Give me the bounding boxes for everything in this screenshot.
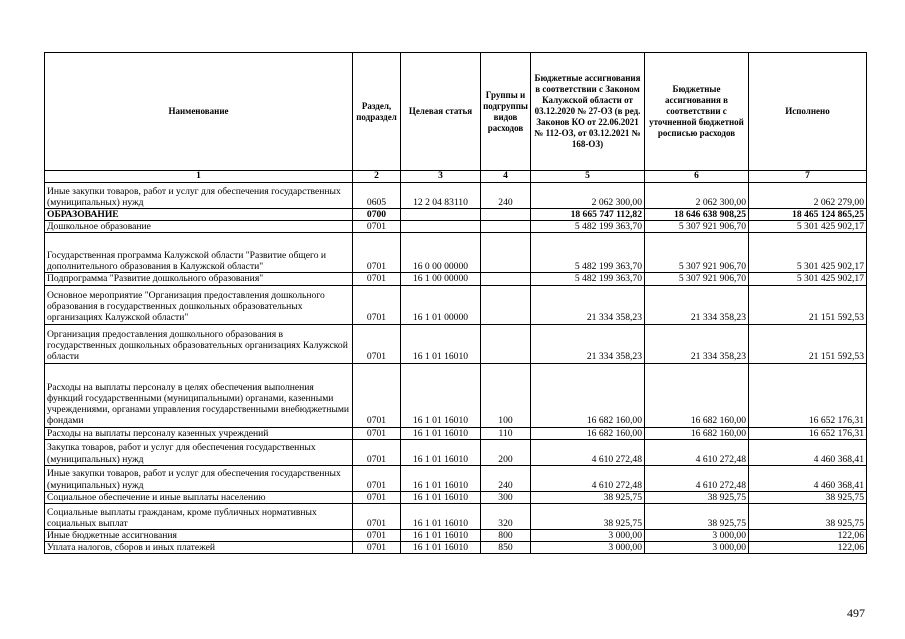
table-row: [45, 221, 867, 233]
cell-law-allocation: 3 000,00: [531, 542, 645, 554]
cell-name: Иные бюджетные ассигнования: [45, 530, 353, 542]
cell-refined-allocation: 5 307 921 906,70: [645, 221, 749, 233]
cell-group: [481, 221, 531, 233]
cell-group: 850: [481, 542, 531, 554]
cell-section: 0701: [353, 285, 401, 324]
cell-name: Расходы на выплаты персоналу казенных учреждений: [45, 427, 353, 439]
header-article: Целевая статья: [401, 53, 481, 171]
cell-name: Иные закупки товаров, работ и услуг для обеспечения государственных (муниципальных) нужд: [45, 465, 353, 491]
cell-executed: 2 062 279,00: [749, 183, 867, 209]
cell-group: 200: [481, 439, 531, 465]
cell-refined-allocation: 4 610 272,48: [645, 465, 749, 491]
cell-executed: 4 460 368,41: [749, 439, 867, 465]
column-number: 5: [531, 171, 645, 183]
cell-group: 800: [481, 530, 531, 542]
cell-group: 300: [481, 491, 531, 503]
table-row: [45, 465, 867, 491]
cell-name: Расходы на выплаты персоналу в целях обеспечения выполнения функций государственными (муниципальными) органами, казенными учреждениями, органами управления государственными внебюджетными фондами: [45, 363, 353, 427]
cell-refined-allocation: 21 334 358,23: [645, 285, 749, 324]
cell-executed: 122,06: [749, 542, 867, 554]
table-row: [45, 363, 867, 427]
cell-section: 0701: [353, 439, 401, 465]
cell-law-allocation: 21 334 358,23: [531, 285, 645, 324]
cell-group: 240: [481, 465, 531, 491]
cell-refined-allocation: 16 682 160,00: [645, 363, 749, 427]
cell-article: 16 1 01 16010: [401, 530, 481, 542]
table-row: [45, 209, 867, 221]
cell-refined-allocation: 5 307 921 906,70: [645, 273, 749, 285]
cell-executed: 18 465 124 865,25: [749, 209, 867, 221]
table-row: [45, 439, 867, 465]
cell-refined-allocation: 18 646 638 908,25: [645, 209, 749, 221]
cell-article: 16 1 01 16010: [401, 427, 481, 439]
column-number: 7: [749, 171, 867, 183]
cell-article: 16 1 01 16010: [401, 542, 481, 554]
table-header-row: [45, 53, 867, 171]
cell-executed: 122,06: [749, 530, 867, 542]
header-name: Наименование: [45, 53, 353, 171]
table-row: [45, 542, 867, 554]
cell-name: Социальные выплаты гражданам, кроме публичных нормативных социальных выплат: [45, 504, 353, 530]
column-number: 2: [353, 171, 401, 183]
header-refined-allocations: Бюджетные ассигнования в соответствии с уточненной бюджетной росписью расходов: [645, 53, 749, 171]
cell-group: [481, 324, 531, 363]
cell-executed: 4 460 368,41: [749, 465, 867, 491]
cell-law-allocation: 4 610 272,48: [531, 465, 645, 491]
page-number: 497: [847, 606, 865, 620]
cell-name: Основное мероприятие "Организация предоставления дошкольного образования в государственных дошкольных образовательных организациях Калужской области": [45, 285, 353, 324]
cell-section: 0701: [353, 465, 401, 491]
cell-refined-allocation: 21 334 358,23: [645, 324, 749, 363]
table-row: [45, 285, 867, 324]
cell-group: [481, 209, 531, 221]
cell-section: 0701: [353, 221, 401, 233]
cell-article: 16 1 01 16010: [401, 324, 481, 363]
cell-law-allocation: 21 334 358,23: [531, 324, 645, 363]
cell-group: 110: [481, 427, 531, 439]
cell-law-allocation: 5 482 199 363,70: [531, 273, 645, 285]
cell-law-allocation: 18 665 747 112,82: [531, 209, 645, 221]
cell-article: 16 1 01 16010: [401, 465, 481, 491]
table-row: [45, 504, 867, 530]
cell-article: 16 0 00 00000: [401, 233, 481, 273]
table-row: [45, 427, 867, 439]
cell-executed: 5 301 425 902,17: [749, 221, 867, 233]
cell-article: 12 2 04 83110: [401, 183, 481, 209]
cell-name: ОБРАЗОВАНИЕ: [45, 209, 353, 221]
cell-name: Закупка товаров, работ и услуг для обеспечения государственных (муниципальных) нужд: [45, 439, 353, 465]
cell-article: 16 1 01 16010: [401, 504, 481, 530]
cell-law-allocation: 5 482 199 363,70: [531, 221, 645, 233]
cell-law-allocation: 2 062 300,00: [531, 183, 645, 209]
cell-section: 0701: [353, 427, 401, 439]
cell-refined-allocation: 2 062 300,00: [645, 183, 749, 209]
cell-refined-allocation: 16 682 160,00: [645, 427, 749, 439]
cell-executed: 38 925,75: [749, 504, 867, 530]
cell-section: 0701: [353, 324, 401, 363]
cell-article: [401, 221, 481, 233]
cell-section: 0700: [353, 209, 401, 221]
budget-table: [44, 52, 867, 554]
cell-section: 0701: [353, 530, 401, 542]
cell-group: [481, 233, 531, 273]
cell-section: 0701: [353, 363, 401, 427]
cell-refined-allocation: 4 610 272,48: [645, 439, 749, 465]
table-row: [45, 491, 867, 503]
table-body: [45, 183, 867, 554]
column-number: 4: [481, 171, 531, 183]
table-row: [45, 183, 867, 209]
cell-executed: 5 301 425 902,17: [749, 273, 867, 285]
cell-law-allocation: 16 682 160,00: [531, 363, 645, 427]
cell-section: 0701: [353, 542, 401, 554]
column-number: 3: [401, 171, 481, 183]
cell-refined-allocation: 3 000,00: [645, 530, 749, 542]
cell-section: 0701: [353, 504, 401, 530]
cell-section: 0701: [353, 491, 401, 503]
cell-section: 0605: [353, 183, 401, 209]
cell-refined-allocation: 3 000,00: [645, 542, 749, 554]
cell-group: 320: [481, 504, 531, 530]
table-row: [45, 273, 867, 285]
table-row: [45, 530, 867, 542]
cell-law-allocation: 4 610 272,48: [531, 439, 645, 465]
cell-executed: 21 151 592,53: [749, 285, 867, 324]
column-number: 1: [45, 171, 353, 183]
cell-refined-allocation: 5 307 921 906,70: [645, 233, 749, 273]
cell-refined-allocation: 38 925,75: [645, 504, 749, 530]
cell-article: [401, 209, 481, 221]
cell-refined-allocation: 38 925,75: [645, 491, 749, 503]
cell-executed: 16 652 176,31: [749, 363, 867, 427]
column-number-row: [45, 171, 867, 183]
cell-name: Государственная программа Калужской области "Развитие общего и дополнительного образования в Калужской области": [45, 233, 353, 273]
cell-law-allocation: 3 000,00: [531, 530, 645, 542]
cell-section: 0701: [353, 273, 401, 285]
cell-article: 16 1 00 00000: [401, 273, 481, 285]
cell-name: Уплата налогов, сборов и иных платежей: [45, 542, 353, 554]
cell-name: Дошкольное образование: [45, 221, 353, 233]
cell-article: 16 1 01 00000: [401, 285, 481, 324]
table-row: [45, 233, 867, 273]
cell-executed: 21 151 592,53: [749, 324, 867, 363]
cell-group: 240: [481, 183, 531, 209]
column-number: 6: [645, 171, 749, 183]
header-group: Группы и подгруппы видов расходов: [481, 53, 531, 171]
header-law-allocations: Бюджетные ассигнования в соответствии с Законом Калужской области от 03.12.2020 № 27-ОЗ (в ред. Законов КО от 22.06.2021 № 112-ОЗ, от 03.12.2021 № 168-ОЗ): [531, 53, 645, 171]
cell-section: 0701: [353, 233, 401, 273]
table-row: [45, 324, 867, 363]
cell-law-allocation: 38 925,75: [531, 504, 645, 530]
cell-group: 100: [481, 363, 531, 427]
cell-group: [481, 273, 531, 285]
cell-executed: 38 925,75: [749, 491, 867, 503]
cell-law-allocation: 38 925,75: [531, 491, 645, 503]
cell-name: Организация предоставления дошкольного образования в государственных дошкольных образовательных организациях Калужской области: [45, 324, 353, 363]
cell-law-allocation: 16 682 160,00: [531, 427, 645, 439]
cell-name: Социальное обеспечение и иные выплаты населению: [45, 491, 353, 503]
cell-group: [481, 285, 531, 324]
cell-article: 16 1 01 16010: [401, 363, 481, 427]
header-section: Раздел, подраздел: [353, 53, 401, 171]
cell-article: 16 1 01 16010: [401, 439, 481, 465]
cell-name: Иные закупки товаров, работ и услуг для обеспечения государственных (муниципальных) нужд: [45, 183, 353, 209]
cell-name: Подпрограмма "Развитие дошкольного образования": [45, 273, 353, 285]
header-executed: Исполнено: [749, 53, 867, 171]
cell-law-allocation: 5 482 199 363,70: [531, 233, 645, 273]
cell-article: 16 1 01 16010: [401, 491, 481, 503]
cell-executed: 16 652 176,31: [749, 427, 867, 439]
cell-executed: 5 301 425 902,17: [749, 233, 867, 273]
